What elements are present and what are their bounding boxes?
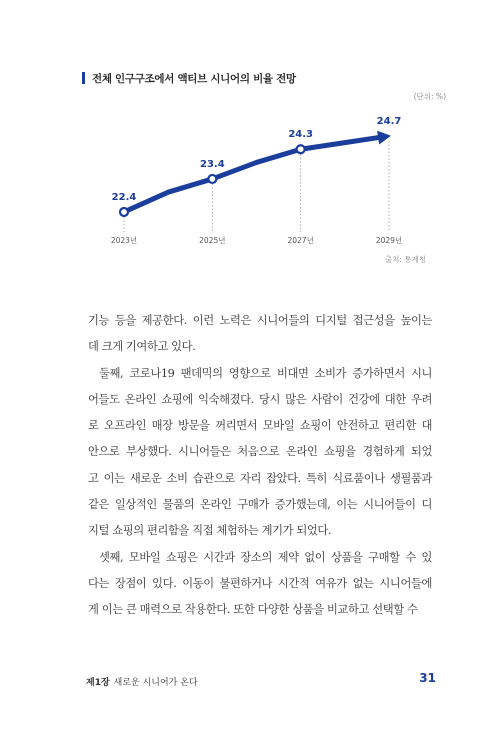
x-tick-label: 2023년 bbox=[110, 236, 138, 245]
body-line: 고 이는 새로운 소비 습관으로 자리 잡았다. 특히 식료품이나 생필품과 bbox=[88, 471, 432, 485]
data-point bbox=[297, 145, 305, 153]
body-line: 로 오프라인 매장 방문을 꺼리면서 모바일 쇼핑이 안전하고 편리한 대 bbox=[88, 419, 432, 433]
page-number: 31 bbox=[419, 671, 436, 685]
source-label: 출처: 통계청 bbox=[384, 255, 426, 264]
body-line: 기능 등을 제공한다. 이런 노력은 시니어들의 디지털 접근성을 높이는 bbox=[88, 314, 432, 327]
unit-label: (단위: %) bbox=[413, 92, 446, 101]
data-label: 24.3 bbox=[288, 129, 314, 141]
body-line: 게 이는 큰 매력으로 작용한다. 또한 다양한 상품을 비교하고 선택할 수 bbox=[88, 603, 418, 617]
body-line: 셋째, 모바일 쇼핑은 시간과 장소의 제약 없이 상품을 구매할 수 있 bbox=[99, 550, 432, 564]
x-tick-label: 2025년 bbox=[199, 236, 226, 245]
chapter-number: 제1장 bbox=[86, 678, 110, 688]
body-line: 지털 쇼핑의 편리함을 직접 체험하는 계기가 되었다. bbox=[88, 524, 332, 538]
body-line: 데 크게 기여하고 있다. bbox=[88, 340, 196, 354]
data-label: 23.4 bbox=[199, 158, 225, 170]
body-line: 어들도 온라인 쇼핑에 익숙해졌다. 당시 많은 사람이 건강에 대한 우려 bbox=[88, 392, 432, 406]
x-tick-label: 2029년 bbox=[375, 236, 403, 245]
data-label: 22.4 bbox=[111, 192, 137, 203]
body-line: 안으로 부상했다. 시니어들은 처음으로 온라인 쇼핑을 경험하게 되었 bbox=[88, 445, 432, 459]
running-footer bbox=[86, 675, 198, 688]
line-chart bbox=[0, 0, 500, 270]
data-point bbox=[120, 208, 128, 216]
x-tick-label: 2027년 bbox=[287, 236, 314, 245]
body-text bbox=[88, 308, 432, 624]
body-line: 다는 장점이 있다. 이동이 불편하거나 시간적 여유가 없는 시니어들에 bbox=[88, 576, 432, 590]
body-line: 둘째, 코로나19 팬데믹의 영향으로 비대면 소비가 증가하면서 시니 bbox=[99, 366, 432, 380]
body-line: 같은 일상적인 물품의 온라인 구매가 증가했는데, 이는 시니어들이 디 bbox=[88, 498, 432, 512]
data-label: 24.7 bbox=[376, 116, 402, 127]
chart-title: 전체 인구구조에서 액티브 시니어의 비율 전망 bbox=[92, 72, 296, 85]
data-point bbox=[208, 175, 216, 183]
chapter-title: 새로운 시니어가 온다 bbox=[113, 678, 198, 688]
series-line bbox=[124, 137, 380, 212]
